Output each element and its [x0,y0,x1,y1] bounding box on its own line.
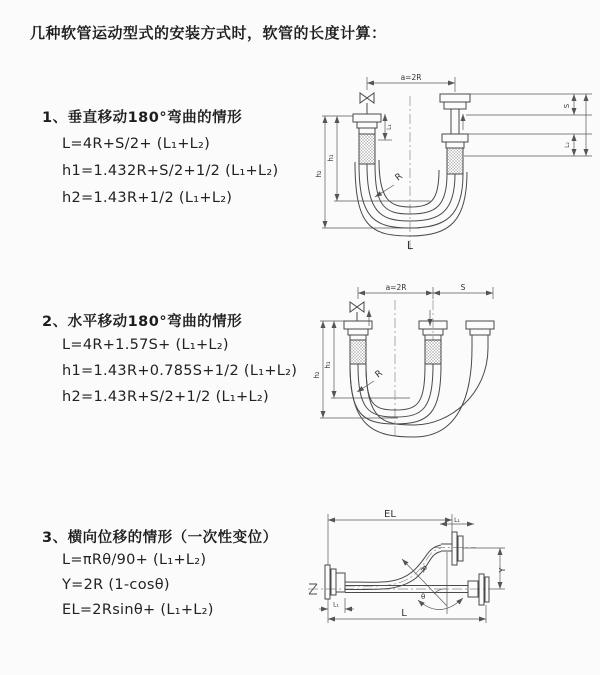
dim-label-h1: h₁ [327,154,335,162]
hose-curve [350,364,441,424]
section-1-formula-h1: h1=1.432R+S/2+1/2 (L₁+L₂) [62,163,279,179]
dim-label-h2: h₂ [313,371,321,379]
flange [325,565,330,599]
section-2-formula-L: L=4R+1.57S+ (L₁+L₂) [62,337,229,353]
diagram-vertical-180-bend [312,68,600,263]
dim-label-h2: h₂ [315,170,323,178]
hose-u-assembly [344,302,494,437]
section-1-formula-h2: h2=1.43R+1/2 (L₁+L₂) [62,190,233,206]
section-2-heading: 2、水平移动180°弯曲的情形 [42,314,243,330]
dim-label-h1: h₁ [324,361,332,369]
angle-label: θ [421,593,426,601]
radius-label: R [393,171,405,184]
dim-label-a2R: a=2R [400,73,422,82]
section-3-formula-L: L=πRθ/90+ (L₁+L₂) [62,552,207,568]
section-2-formula-h2: h2=1.43R+S/2+1/2 (L₁+L₂) [62,389,269,405]
diagram-lateral-displacement [300,502,600,657]
valve-icon [367,93,374,103]
hose-u-assembly [353,93,470,236]
section-1-formula-L: L=4R+S/2+ (L₁+L₂) [62,136,211,152]
dim-label-L1: L₁ [386,124,393,130]
braid-section [350,340,366,364]
section-2-formula-h1: h1=1.43R+0.785S+1/2 (L₁+L₂) [62,363,298,379]
radius-label: R [373,368,385,381]
flange [344,321,372,329]
page-title: 几种软管运动型式的安装方式时，软管的长度计算： [30,24,387,42]
dim-label-Y: Y [498,567,507,573]
radius-label: R [418,564,429,575]
valve-icon [350,302,357,312]
dimension-lines [319,514,505,623]
flange [353,114,381,122]
flange [440,94,470,102]
flange [479,574,484,605]
flange [452,532,457,565]
hose-s-assembly [309,532,489,605]
flange [466,321,494,329]
braid-section [425,340,441,364]
dim-label-a2R: a=2R [385,283,407,292]
dim-label-S: S [563,103,571,109]
section-3-formula-Y: Y=2R (1-cosθ) [62,577,170,593]
dimension-lines [320,287,493,418]
valve-icon [357,302,364,312]
dim-label-L1-top: L₁ [454,517,460,524]
dim-label-L2: L₂ [564,142,571,148]
length-label: L [406,239,414,252]
section-3-formula-EL: EL=2Rsinθ+ (L₁+L₂) [62,602,214,618]
dim-label-L1-bottom: L₁ [333,601,339,609]
valve-icon [360,93,367,103]
section-1-heading: 1、垂直移动180°弯曲的情形 [42,110,243,126]
dim-label-S: S [460,283,466,292]
flange [442,134,468,142]
braid-section [447,148,463,174]
hose-curve [345,545,441,582]
dim-label-L: L [401,608,407,619]
braid-section [359,134,375,164]
dim-label-EL: EL [384,509,396,520]
section-3-heading: 3、横向位移的情形（一次性变位） [42,530,278,546]
diagram-horizontal-180-bend [310,280,600,462]
